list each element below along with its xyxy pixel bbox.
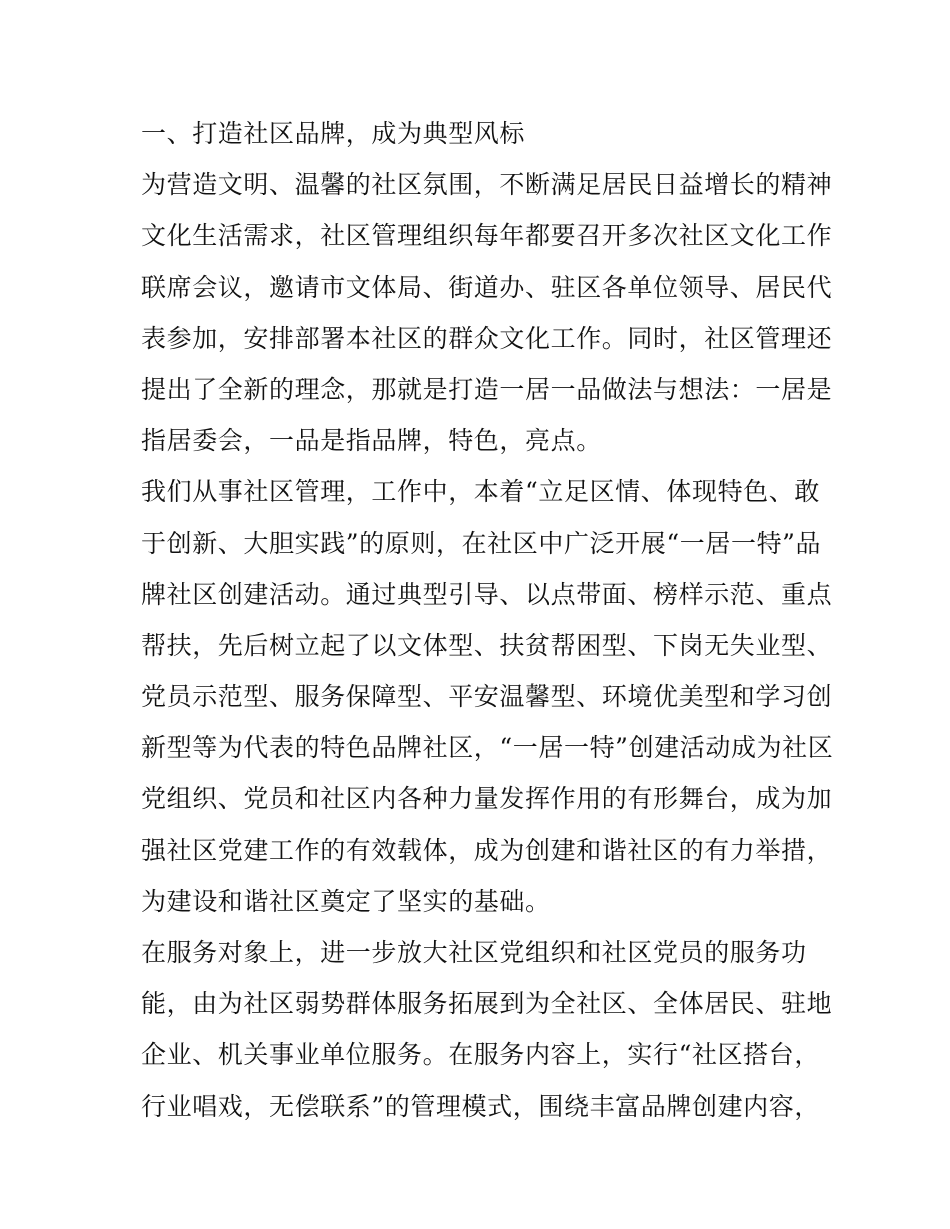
- text-line: 牌社区创建活动。通过典型引导、以点带面、榜样示范、重点: [141, 579, 833, 609]
- text-line: 强社区党建工作的有效载体，成为创建和谐社区的有力举措，: [141, 835, 833, 865]
- text-line: 党组织、党员和社区内各种力量发挥作用的有形舞台，成为加: [141, 784, 833, 814]
- text-line: 在服务对象上，进一步放大社区党组织和社区党员的服务功: [141, 938, 807, 967]
- text-line: 提出了全新的理念，那就是打造一居一品做法与想法：一居是: [141, 374, 833, 404]
- document-body: [141, 108, 834, 1132]
- text-line: 于创新、大胆实践”的原则，在社区中广泛开展“一居一特”品: [141, 528, 822, 558]
- text-line: 为营造文明、温馨的社区氛围，不断满足居民日益增长的精神: [141, 170, 833, 200]
- text-line: 党员示范型、服务保障型、平安温馨型、环境优美型和学习创: [141, 682, 833, 712]
- section-heading: 一、打造社区品牌，成为典型风标: [141, 119, 526, 148]
- text-line: 联席会议，邀请市文体局、街道办、驻区各单位领导、居民代: [141, 272, 833, 302]
- text-line: 能，由为社区弱势群体服务拓展到为全社区、全体居民、驻地: [141, 989, 833, 1019]
- text-line: 企业、机关事业单位服务。在服务内容上，实行“社区搭台，: [141, 1040, 820, 1070]
- text-line: 帮扶，先后树立起了以文体型、扶贫帮困型、下岗无失业型、: [141, 630, 833, 660]
- text-line: 新型等为代表的特色品牌社区，“一居一特”创建活动成为社区: [141, 733, 834, 763]
- text-line: 表参加，安排部署本社区的群众文化工作。同时，社区管理还: [141, 323, 833, 353]
- text-line: 行业唱戏，无偿联系”的管理模式，围绕丰富品牌创建内容，: [141, 1091, 820, 1121]
- text-line: 指居委会，一品是指品牌，特色，亮点。: [141, 426, 602, 456]
- text-line: 文化生活需求，社区管理组织每年都要召开多次社区文化工作: [141, 221, 833, 251]
- text-line: 我们从事社区管理，工作中，本着“立足区情、体现特色、敢: [141, 477, 820, 507]
- text-line: 为建设和谐社区奠定了坚实的基础。: [141, 886, 551, 916]
